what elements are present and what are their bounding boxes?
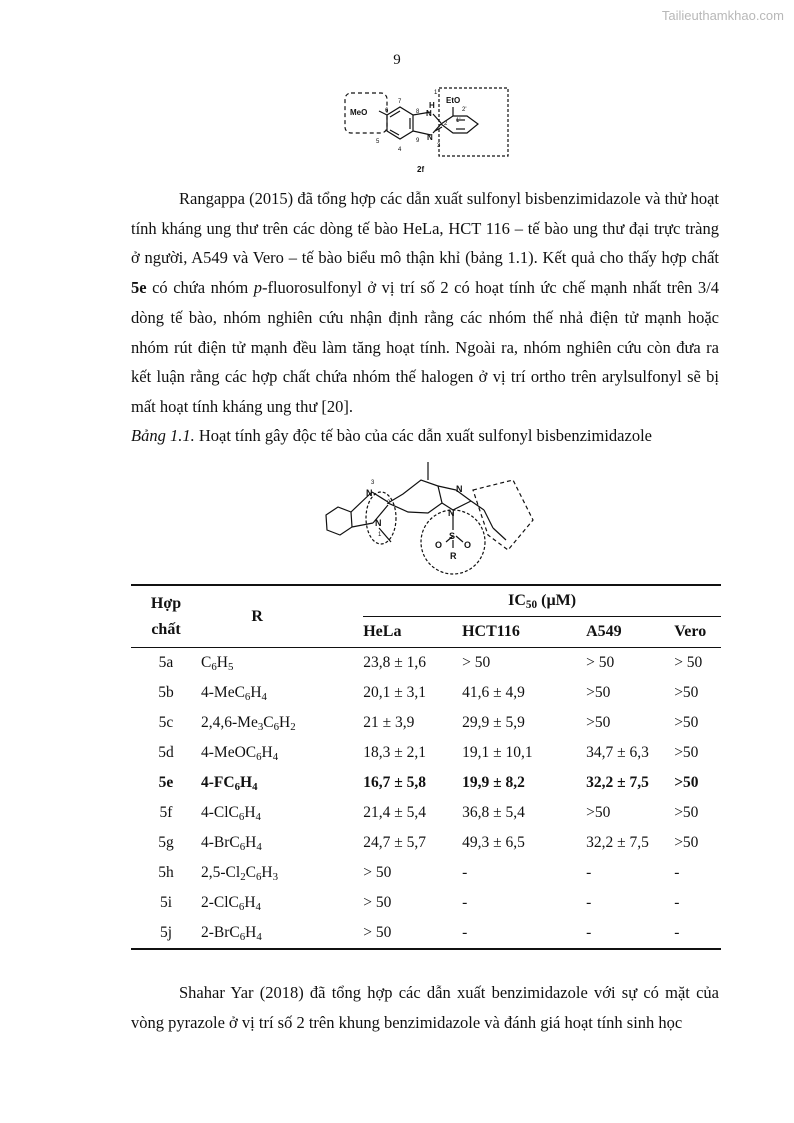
svg-text:N: N — [448, 508, 455, 518]
label-eto: EtO — [446, 96, 461, 105]
header-a549: A549 — [586, 623, 622, 640]
svg-text:7: 7 — [398, 99, 402, 105]
svg-text:N: N — [456, 484, 463, 494]
table-row: 5i $2-ClC_6H_4$ > 50 - - - — [159, 894, 680, 913]
watermark: Tailieuthamkhao.com — [661, 8, 784, 23]
svg-text:5: 5 — [376, 139, 380, 145]
table-row: 5j $2-BrC_6H_4$ > 50 - - - — [131, 918, 721, 949]
label-2f: 2f — [417, 165, 425, 174]
structure-bisbenzimidazole-image — [318, 450, 538, 582]
table-row: 5d $4-MeOC_6H_4$ 18,3 ± 2,1 19,1 ± 10,1 34,7 ± 6,3 >50 — [158, 744, 699, 763]
label-h: H — [429, 101, 435, 110]
svg-text:1: 1 — [378, 532, 382, 538]
svg-text:3: 3 — [371, 480, 375, 486]
label-n1: N — [426, 109, 432, 118]
header-hct116: HCT116 — [462, 623, 520, 640]
svg-text:1: 1 — [434, 90, 438, 96]
svg-text:3: 3 — [437, 143, 441, 149]
page-number: 9 — [393, 52, 401, 68]
table-row-highlight: 5e $4-FC_6H_4$ 16,7 ± 5,8 19,9 ± 8,2 32,2 ± 7,5 >50 — [158, 774, 699, 793]
svg-text:2': 2' — [462, 107, 467, 113]
svg-text:9: 9 — [416, 138, 420, 144]
table-row: 5f $4-ClC_6H_4$ 21,4 ± 5,4 36,8 ± 5,4 >50 >50 — [159, 804, 699, 823]
table-row: 5h $2,5-Cl_2C_6H_3$ > 50 - - - — [158, 864, 680, 883]
svg-text:N: N — [375, 518, 382, 528]
svg-text:1': 1' — [456, 118, 461, 124]
ic50-table — [131, 584, 721, 950]
table-row: 5b $4-MeC_6H_4$ 20,1 ± 3,1 41,6 ± 4,9 >50 >50 — [158, 684, 699, 703]
paragraph-shahar-yar: Shahar Yar (2018) đã tổng hợp các dẫn xuất benzimidazole với sự có mặt của vòng pyrazole ở vị trí số 2 trên khung benzimidazole và đánh giá hoạt tính sinh học — [131, 983, 719, 1032]
svg-text:8: 8 — [416, 109, 420, 115]
label-n3: N — [427, 133, 433, 142]
paragraph-rangappa: Rangappa (2015) đã tổng hợp các dẫn xuất sulfonyl bisbenzimidazole và thử hoạt tính kháng ung thư trên các dòng tế bào HeLa, HCT 116 – tế bào ung thư đại trực tràng ở người, A549 và Vero – tế bào biểu mô thận khỉ (bảng 1.1). Kết quả cho thấy hợp chất 5e có chứa nhóm p-fluorosulfonyl ở vị trí số 2 có hoạt tính ức chế mạnh nhất trên 3/4 dòng tế bào, nhóm nghiên cứu nhận định rằng các nhóm thế nhả điện tử mạnh hoặc nhóm rút điện tử mạnh đều làm tăng hoạt tính. Ngoài ra, nhóm nghiên cứu còn đưa ra kết luận rằng các hợp chất chứa nhóm thế halogen ở vị trí ortho trên arylsulfonyl sẽ bị mất hoạt tính kháng ung thư [20]. — [131, 189, 720, 416]
svg-text:O: O — [435, 540, 443, 550]
header-compound: Hợp chất — [150, 594, 182, 638]
svg-text:R: R — [450, 551, 457, 561]
svg-text:O: O — [464, 540, 472, 550]
svg-text:S: S — [449, 531, 456, 541]
svg-text:6: 6 — [385, 108, 389, 114]
structure-2f-image — [340, 85, 515, 177]
table-caption: Bảng 1.1. Hoạt tính gây độc tế bào của các dẫn xuất sulfonyl bisbenzimidazole — [131, 426, 652, 445]
table-row: 5a $C_6H_5$ 23,8 ± 1,6 > 50 > 50 > 50 — [158, 654, 703, 673]
svg-text:2: 2 — [387, 500, 391, 506]
header-hela: HeLa — [363, 623, 402, 640]
header-r: R — [251, 607, 263, 625]
header-vero: Vero — [674, 623, 707, 640]
header-ic50: $IC_{50}$ (µM) — [363, 585, 721, 617]
table-row: 5g $4-BrC_6H_4$ 24,7 ± 5,7 49,3 ± 6,5 32,2 ± 7,5 >50 — [158, 834, 699, 853]
svg-text:4: 4 — [398, 147, 402, 153]
svg-text:2: 2 — [444, 121, 448, 127]
svg-text:N: N — [366, 488, 373, 498]
table-row: 5c $2,4,6-Me_3C_6H_2$ 21 ± 3,9 29,9 ± 5,9 >50 >50 — [158, 714, 699, 733]
label-meo: MeO — [350, 108, 368, 117]
